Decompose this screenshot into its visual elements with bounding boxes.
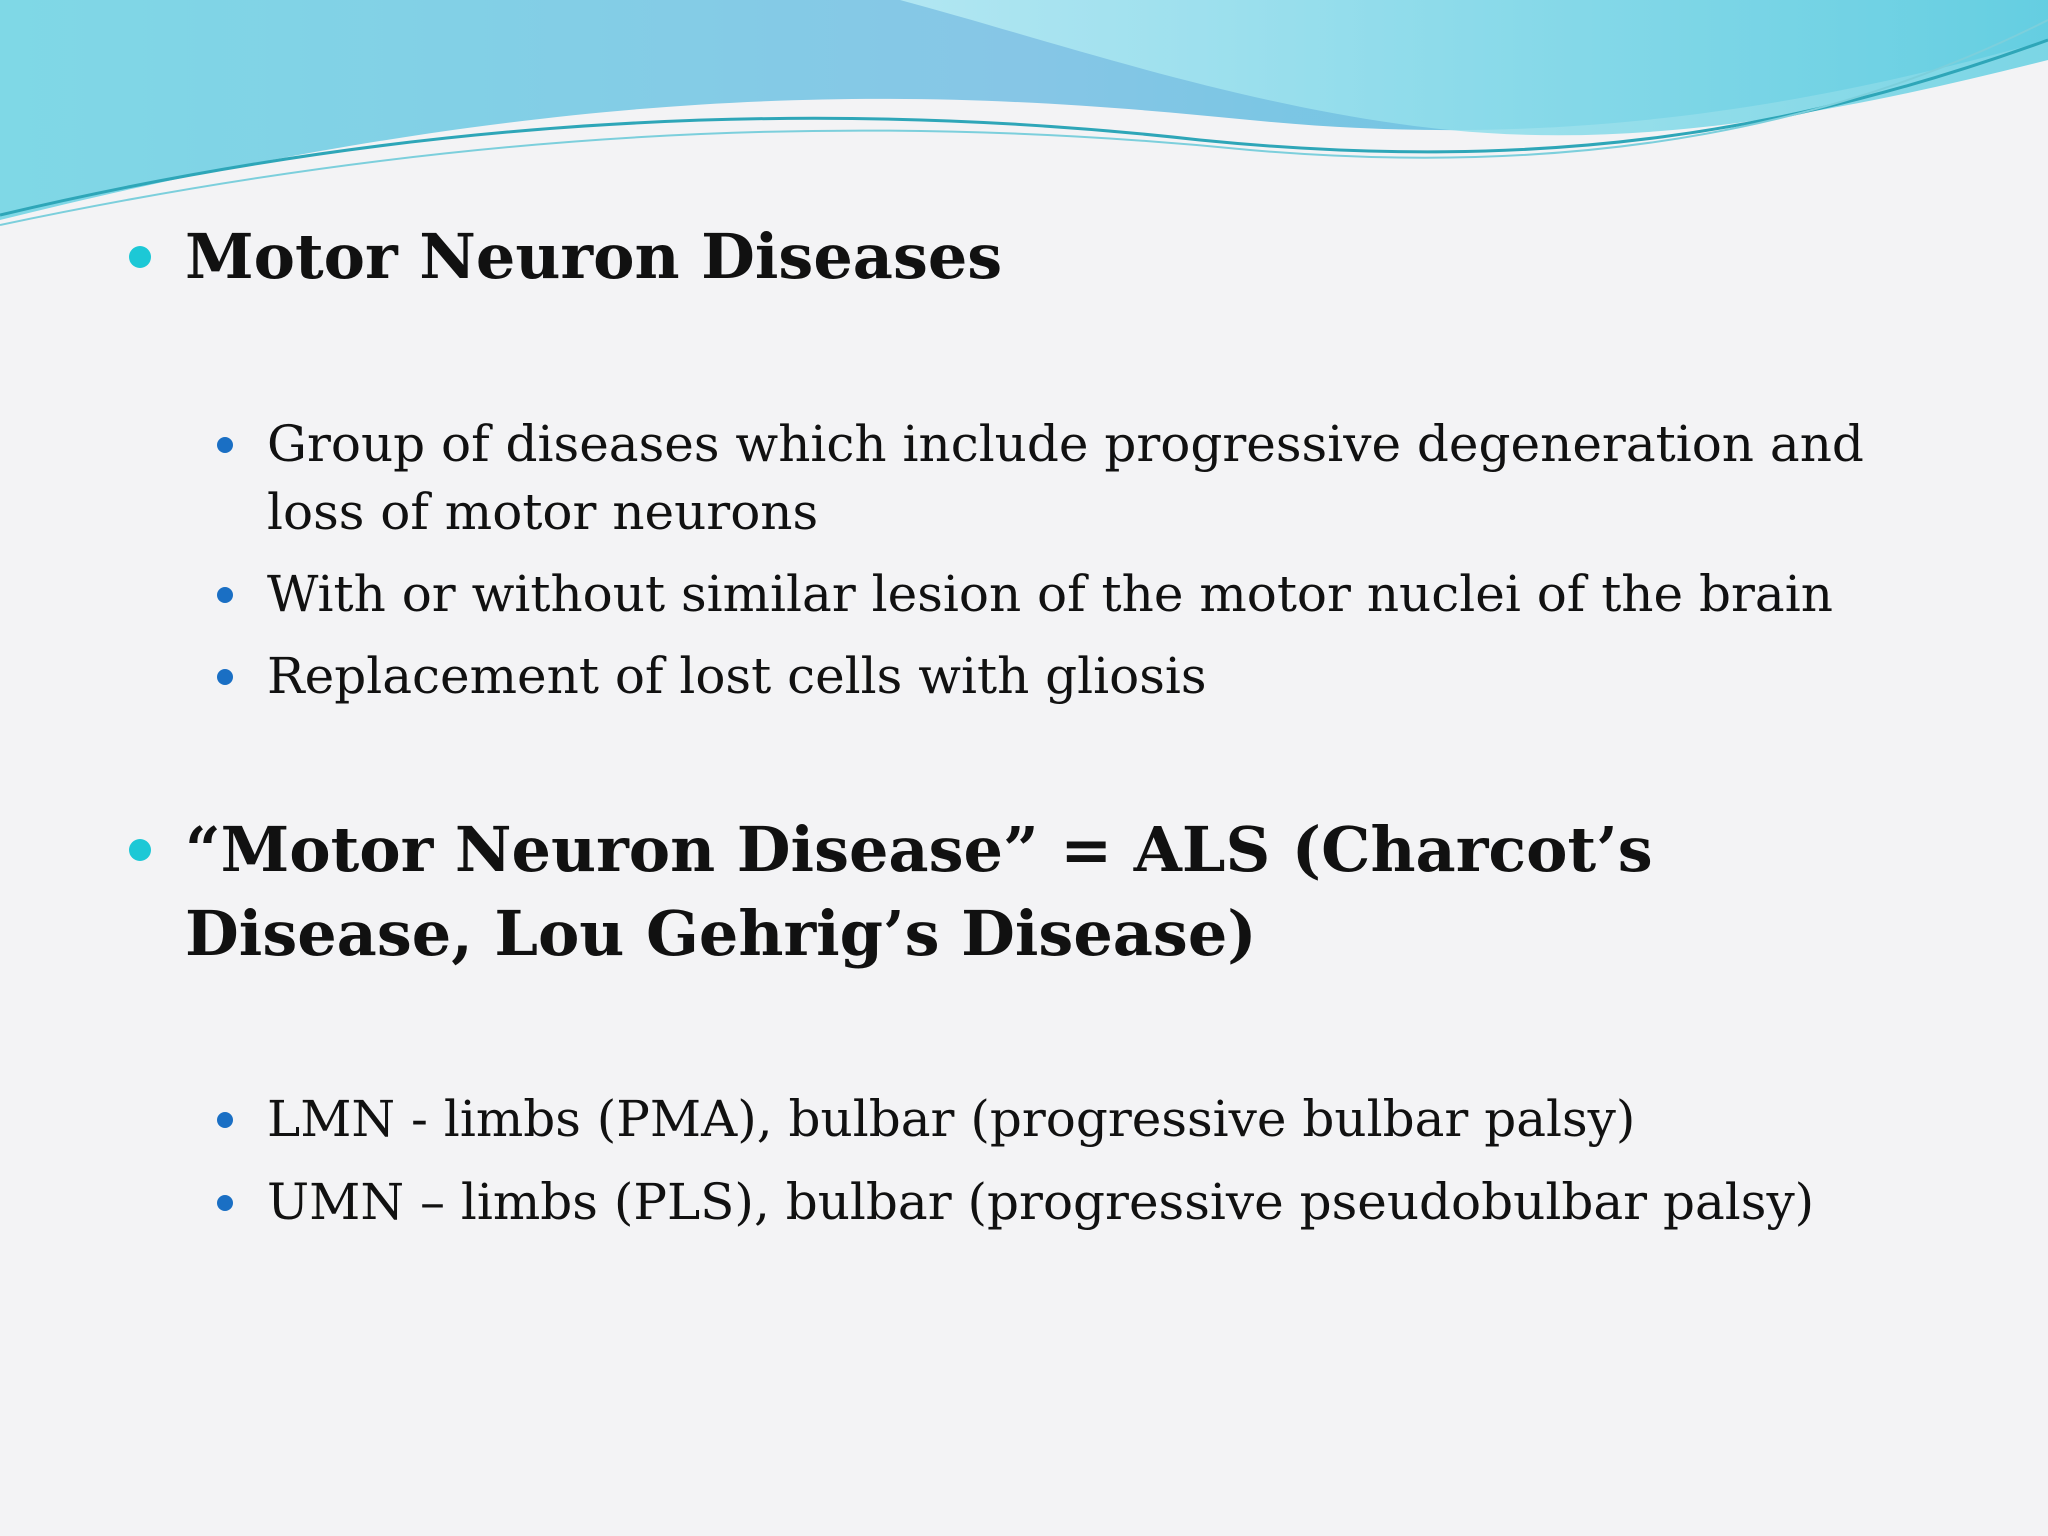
list-item-text: With or without similar lesion of the motor nuclei of the brain [267, 565, 1833, 623]
list-item-text: UMN – limbs (PLS), bulbar (progressive pseudobulbar palsy) [267, 1173, 1815, 1231]
bullet-icon [217, 437, 233, 453]
section1-heading-item [185, 215, 1945, 299]
bullet-icon [217, 669, 233, 685]
list-item [267, 1168, 1947, 1236]
bullet-icon [217, 1195, 233, 1211]
bullet-icon [129, 839, 151, 861]
list-item [267, 642, 1947, 710]
list-item-text: Group of diseases which include progressive degeneration and loss of motor neurons [267, 415, 1864, 541]
bullet-icon [129, 246, 151, 268]
section2-heading: “Motor Neuron Disease” = ALS (Charcot’s Disease, Lou Gehrig’s Disease) [185, 813, 1653, 970]
list-item-text: Replacement of lost cells with gliosis [267, 647, 1207, 705]
list-item [267, 410, 1947, 546]
bullet-icon [217, 1112, 233, 1128]
bullet-icon [217, 587, 233, 603]
section2-heading-item [185, 808, 1945, 976]
list-item [267, 560, 1947, 628]
list-item-text: LMN - limbs (PMA), bulbar (progressive bulbar palsy) [267, 1090, 1636, 1148]
section1-heading: Motor Neuron Diseases [185, 220, 1003, 293]
list-item [267, 1085, 1947, 1153]
